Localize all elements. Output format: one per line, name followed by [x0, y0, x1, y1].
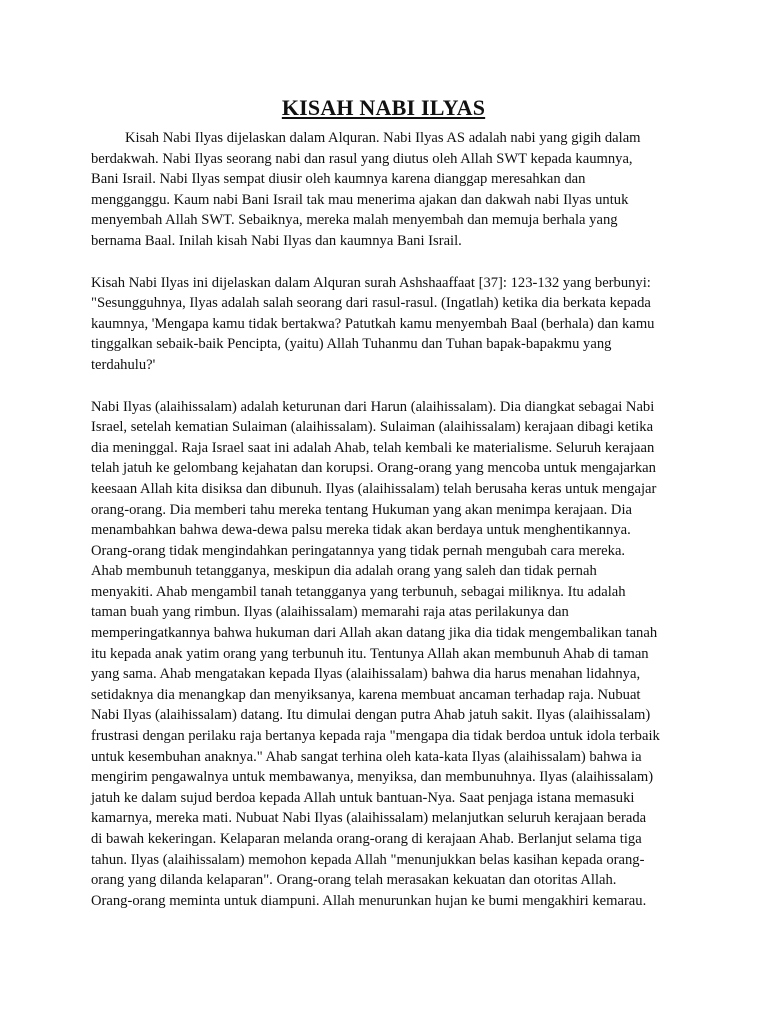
text-line: taman buah yang rimbun. Ilyas (alaihissalam) memarahi raja atas perilakunya dan — [91, 604, 569, 621]
text-line: mengganggu. Kaum nabi Bani Israil tak mau menerima ajakan dan dakwah nabi Ilyas untuk — [91, 191, 629, 208]
text-line: kaumnya, 'Mengapa kamu tidak bertakwa? Patutkah kamu menyembah Baal (berhala) dan kamu — [91, 315, 655, 332]
paragraph — [91, 273, 676, 376]
text-line: itu kepada anak yatim orang yang terbunuh itu. Tentunya Allah akan membunuh Ahab di taman — [91, 645, 649, 662]
text-line: menambahkan bahwa dewa-dewa palsu mereka tidak akan berdaya untuk menghentikannya. — [91, 522, 631, 539]
text-line: Kisah Nabi Ilyas ini dijelaskan dalam Alquran surah Ashshaaffaat [37]: 123-132 yang berbunyi: — [91, 274, 651, 291]
text-line: menyembah Allah SWT. Sebaiknya, mereka malah menyembah dan memuja berhala yang — [91, 212, 618, 229]
text-line: di bawah kekeringan. Kelaparan melanda orang-orang di kerajaan Ahab. Berlanjut selama tiga — [91, 831, 642, 847]
text-line: tinggalkan sebaik-baik Pencipta, (yaitu) Allah Tuhanmu dan Tuhan bapak-bapakmu yang — [91, 336, 612, 353]
text-line: Bani Israil. Nabi Ilyas sempat diusir oleh kaumnya karena dianggap meresahkan dan — [91, 171, 586, 188]
text-line: yang sama. Ahab mengatakan kepada Ilyas (alaihissalam) bahwa dia harus menahan lidahnya, — [91, 666, 641, 683]
text-line: Orang-orang tidak mengindahkan peringatannya yang tidak pernah mengubah cara mereka. — [91, 542, 626, 559]
paragraph — [91, 397, 676, 912]
text-line: Orang-orang meminta untuk diampuni. Allah menurunkan hujan ke bumi mengakhiri kemarau. — [91, 892, 647, 909]
text-line: keesaan Allah kita disiksa dan dibunuh. Ilyas (alaihissalam) telah berusaha keras untuk mengajar — [91, 480, 657, 497]
paragraph — [91, 128, 676, 252]
text-line: tahun. Ilyas (alaihissalam) memohon kepada Allah "menunjukkan belas kasihan kepada orang- — [91, 851, 645, 868]
text-line: bernama Baal. Inilah kisah Nabi Ilyas dan kaumnya Bani Israil. — [91, 232, 462, 249]
text-line: Israel, setelah kematian Sulaiman (alaihissalam). Sulaiman (alaihissalam) kerajaan dibagi ketika — [91, 419, 654, 436]
text-line: menyakiti. Ahab mengambil tanah tetangganya yang terbunuh, sebagai miliknya. Itu adalah — [91, 583, 626, 600]
text-line: kamarnya, mereka mati. Nubuat Nabi Ilyas (alaihissalam) melanjutkan seluruh kerajaan berada — [91, 810, 647, 827]
paragraph-list — [91, 128, 676, 911]
text-line: dia meninggal. Raja Israel saat ini adalah Ahab, telah kembali ke materialisme. Seluruh kerajaan — [91, 439, 655, 456]
text-line: mengirim pengawalnya untuk membawanya, menyiksa, dan membunuhnya. Ilyas (alaihissalam) — [91, 769, 654, 786]
document-body — [91, 94, 676, 911]
text-line: setidaknya dia menangkap dan menyiksanya, karena membuat ancaman terhadap raja. Nubuat — [91, 686, 641, 703]
text-line: orang-orang. Dia memberi tahu mereka tentang Hukuman yang akan menimpa kerajaan. Dia — [91, 501, 632, 518]
text-line: frustrasi dengan perilaku raja bertanya kepada raja "mengapa dia tidak berdoa untuk idola terbaik — [91, 728, 660, 745]
text-line: Ahab membunuh tetangganya, meskipun dia adalah orang yang saleh dan tidak pernah — [91, 563, 597, 580]
text-line: telah jatuh ke gelombang kejahatan dan korupsi. Orang-orang yang mencoba untuk mengajarkan — [91, 460, 656, 477]
text-line: "Sesungguhnya, Ilyas adalah salah seorang dari rasul-rasul. (Ingatlah) ketika dia berkata kepada — [91, 295, 651, 312]
text-line: orang yang dilanda kelaparan". Orang-orang telah merasakan kekuatan dan otoritas Allah. — [91, 872, 617, 889]
text-line: terdahulu?' — [91, 356, 156, 373]
text-line: Kisah Nabi Ilyas dijelaskan dalam Alquran. Nabi Ilyas AS adalah nabi yang gigih dalam — [125, 130, 641, 146]
document-title: KISAH NABI ILYAS — [281, 95, 486, 120]
text-line: untuk kesembuhan anaknya." Ahab sangat terhina oleh kata-kata Ilyas (alaihissalam) bahwa ia — [91, 748, 642, 765]
text-line: jatuh ke dalam sujud berdoa kepada Allah untuk bantuan-Nya. Saat penjaga istana memasuki — [91, 789, 635, 806]
text-line: Nabi Ilyas (alaihissalam) adalah keturunan dari Harun (alaihissalam). Dia diangkat sebagai Nabi — [91, 398, 655, 415]
text-line: memperingatkannya bahwa hukuman dari Allah akan datang jika dia tidak mengembalikan tanah — [91, 625, 658, 642]
text-line: berdakwah. Nabi Ilyas seorang nabi dan rasul yang diutus oleh Allah SWT kepada kaumnya, — [91, 150, 633, 167]
text-line: Nabi Ilyas (alaihissalam) datang. Itu dimulai dengan putra Ahab jatuh sakit. Ilyas (alaihissalam) — [91, 707, 651, 724]
